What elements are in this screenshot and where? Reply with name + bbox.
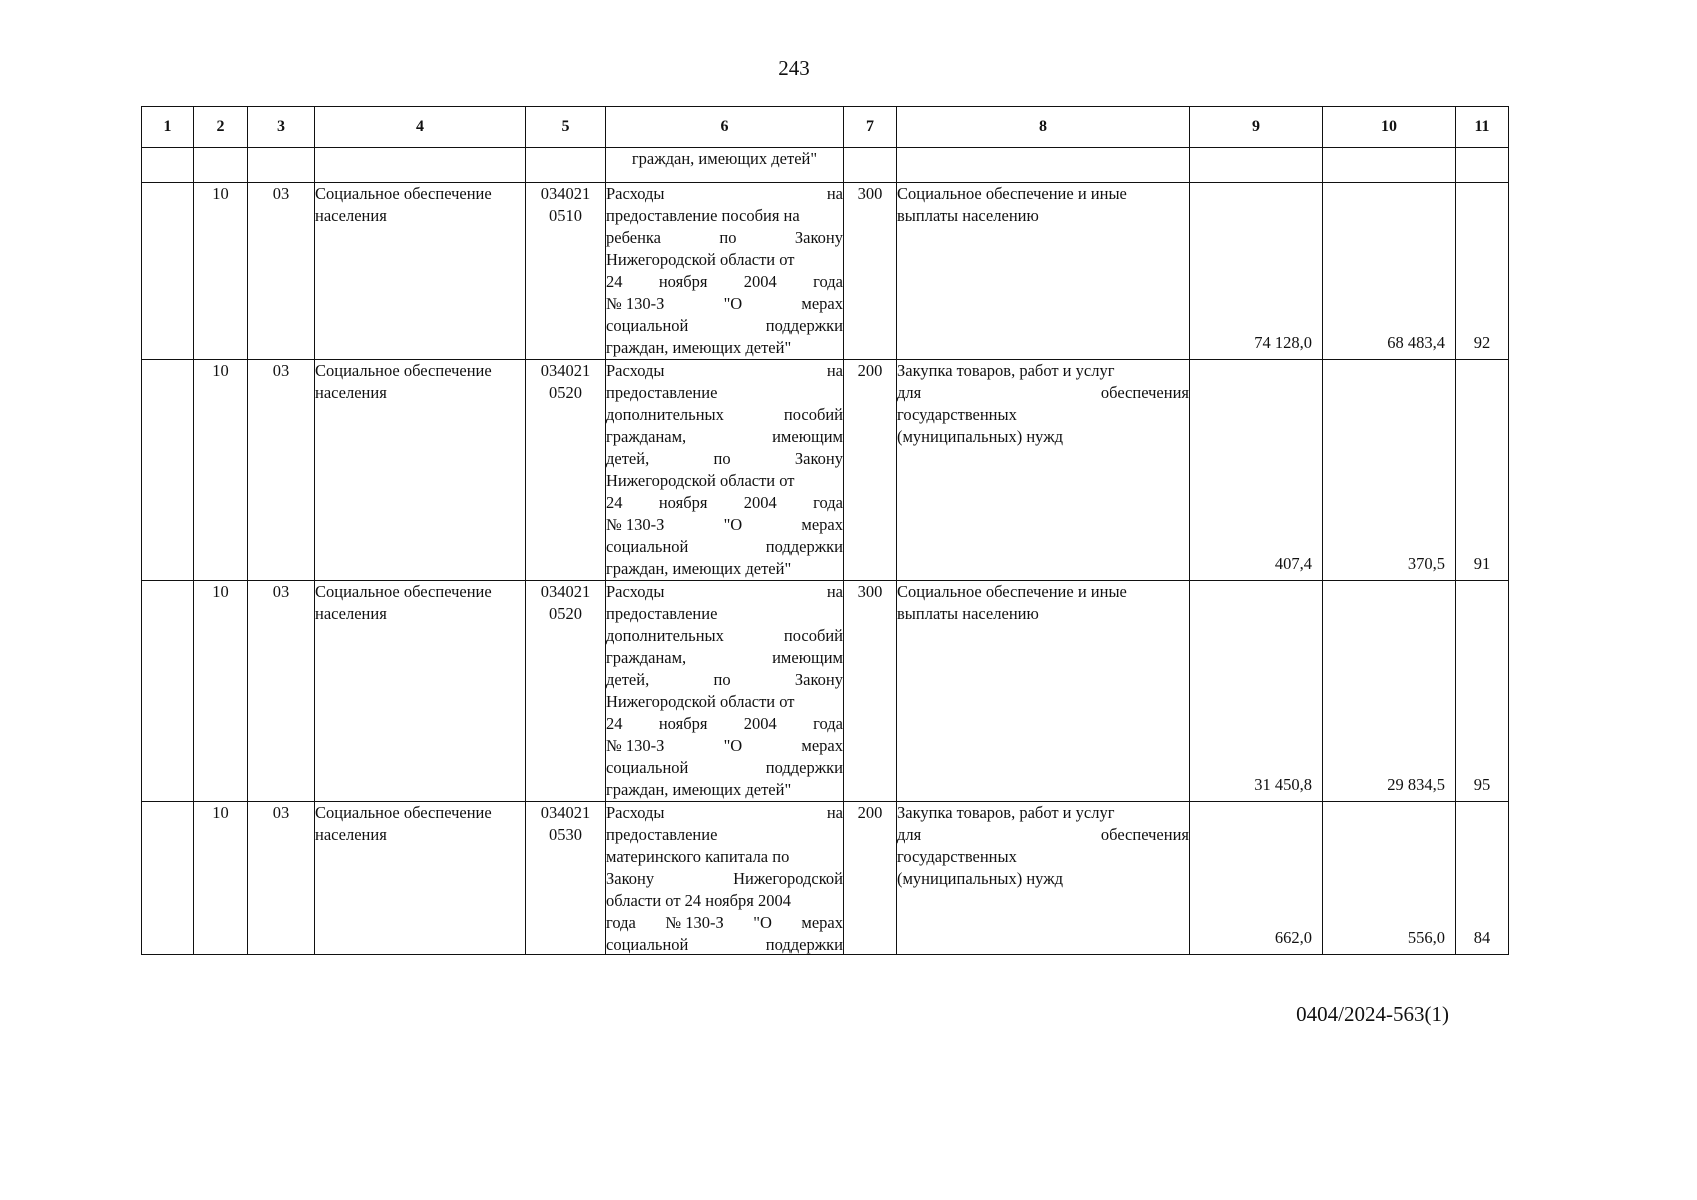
cell-empty bbox=[526, 148, 606, 183]
text-word: пособий bbox=[783, 405, 843, 424]
text-word: (муниципальных) нужд bbox=[897, 869, 1064, 888]
text-line bbox=[606, 448, 843, 470]
text-line bbox=[606, 558, 843, 580]
code-part: 034021 bbox=[540, 803, 591, 822]
cell-empty bbox=[1323, 148, 1456, 183]
cell-empty bbox=[142, 581, 194, 802]
text-word: № 130-З bbox=[606, 736, 665, 755]
text-word: "О bbox=[723, 515, 743, 534]
text-word: Закону bbox=[794, 449, 843, 468]
amount-planned: 407,4 bbox=[1190, 360, 1323, 581]
text-word: поддержки bbox=[765, 537, 843, 556]
header-cell: 7 bbox=[844, 107, 897, 148]
text-word: 2004 bbox=[743, 272, 777, 291]
text-line bbox=[606, 824, 843, 846]
expense-description bbox=[606, 183, 844, 360]
cell-empty bbox=[844, 148, 897, 183]
text-word: № 130-З bbox=[606, 515, 665, 534]
header-cell: 10 bbox=[1323, 107, 1456, 148]
text-word: пособий bbox=[783, 626, 843, 645]
text-line bbox=[606, 581, 843, 603]
execution-percent: 95 bbox=[1456, 581, 1509, 802]
text-word: Закону bbox=[606, 869, 655, 888]
text-word: социальной bbox=[606, 316, 689, 335]
text-line bbox=[606, 470, 843, 492]
text-line bbox=[606, 890, 843, 912]
text-word: граждан, имеющих детей" bbox=[606, 338, 792, 357]
amount-executed: 68 483,4 bbox=[1323, 183, 1456, 360]
text-word: года bbox=[813, 714, 843, 733]
text-word: на bbox=[826, 803, 843, 822]
text-line bbox=[897, 382, 1189, 404]
text-word: дополнительных bbox=[606, 405, 724, 424]
subsection-name: Социальное обеспечение населения bbox=[315, 360, 526, 581]
text-word: имеющим bbox=[772, 648, 843, 667]
text-word: Расходы bbox=[606, 803, 665, 822]
text-line bbox=[606, 183, 843, 205]
text-word: 2004 bbox=[743, 493, 777, 512]
text-word: Нижегородской области от bbox=[606, 692, 795, 711]
text-word: гражданам, bbox=[606, 648, 687, 667]
table-row bbox=[142, 183, 1509, 360]
text-line bbox=[606, 404, 843, 426]
text-word: 24 bbox=[606, 714, 623, 733]
expense-description bbox=[606, 360, 844, 581]
text-line bbox=[606, 492, 843, 514]
text-word: предоставление bbox=[606, 604, 718, 623]
cell-empty bbox=[897, 148, 1190, 183]
text-word: детей, bbox=[606, 449, 650, 468]
cell-empty bbox=[142, 802, 194, 955]
amount-executed: 556,0 bbox=[1323, 802, 1456, 955]
text-line bbox=[606, 603, 843, 625]
expense-type-code: 200 bbox=[844, 802, 897, 955]
text-word: граждан, имеющих детей" bbox=[606, 780, 792, 799]
text-word: предоставление пособия на bbox=[606, 206, 800, 225]
text-word: поддержки bbox=[765, 935, 843, 954]
clipped-text bbox=[606, 802, 843, 954]
text-word: на bbox=[826, 582, 843, 601]
text-word: для bbox=[897, 383, 922, 402]
text-word: Расходы bbox=[606, 361, 665, 380]
text-word: Закупка товаров, работ и услуг bbox=[897, 803, 1115, 822]
text-line bbox=[606, 934, 843, 954]
text-word: 24 bbox=[606, 272, 623, 291]
text-line bbox=[606, 293, 843, 315]
text-line bbox=[606, 802, 843, 824]
subsection-name: Социальное обеспечение населения bbox=[315, 581, 526, 802]
table-row bbox=[142, 802, 1509, 955]
target-article-code bbox=[526, 581, 606, 802]
text-word: предоставление bbox=[606, 825, 718, 844]
text-word: социальной bbox=[606, 935, 689, 954]
text-line bbox=[897, 205, 1189, 227]
table-row bbox=[142, 360, 1509, 581]
expense-type-code: 200 bbox=[844, 360, 897, 581]
text-word: имеющим bbox=[772, 427, 843, 446]
text-word: года bbox=[813, 272, 843, 291]
target-article-code bbox=[526, 183, 606, 360]
text-word: Нижегородской bbox=[733, 869, 843, 888]
text-line bbox=[897, 404, 1189, 426]
text-line bbox=[606, 669, 843, 691]
text-line bbox=[606, 691, 843, 713]
text-line bbox=[606, 846, 843, 868]
expense-description bbox=[606, 802, 844, 955]
text-word: ребенка bbox=[606, 228, 661, 247]
text-word: ноября bbox=[658, 493, 708, 512]
cell-empty bbox=[315, 148, 526, 183]
header-row bbox=[142, 107, 1509, 148]
text-word: № 130-З bbox=[606, 294, 665, 313]
expense-type-code: 300 bbox=[844, 581, 897, 802]
page-number: 243 bbox=[778, 56, 810, 80]
header-cell: 9 bbox=[1190, 107, 1323, 148]
text-word: материнского капитала по bbox=[606, 847, 790, 866]
section-code: 10 bbox=[194, 802, 248, 955]
amount-executed: 29 834,5 bbox=[1323, 581, 1456, 802]
text-line bbox=[606, 912, 843, 934]
text-word: дополнительных bbox=[606, 626, 724, 645]
text-line bbox=[897, 868, 1189, 890]
text-line bbox=[606, 315, 843, 337]
code-part: 034021 bbox=[540, 582, 591, 601]
subsection-code: 03 bbox=[248, 581, 315, 802]
section-code: 10 bbox=[194, 360, 248, 581]
expense-type-code: 300 bbox=[844, 183, 897, 360]
text-line bbox=[897, 824, 1189, 846]
header-cell: 6 bbox=[606, 107, 844, 148]
subsection-name: Социальное обеспечение населения bbox=[315, 802, 526, 955]
text-word: детей, bbox=[606, 670, 650, 689]
text-line bbox=[606, 625, 843, 647]
text-line bbox=[606, 271, 843, 293]
text-word: государственных bbox=[897, 405, 1017, 424]
text-line bbox=[606, 713, 843, 735]
text-word: мерах bbox=[801, 736, 843, 755]
cell-empty bbox=[142, 183, 194, 360]
execution-percent: 91 bbox=[1456, 360, 1509, 581]
text-word: Расходы bbox=[606, 184, 665, 203]
amount-executed: 370,5 bbox=[1323, 360, 1456, 581]
target-article-code bbox=[526, 802, 606, 955]
text-line bbox=[606, 514, 843, 536]
text-line bbox=[897, 426, 1189, 448]
text-word: для bbox=[897, 825, 922, 844]
text-word: "О bbox=[723, 736, 743, 755]
text-word: предоставление bbox=[606, 383, 718, 402]
amount-planned: 74 128,0 bbox=[1190, 183, 1323, 360]
text-line bbox=[897, 846, 1189, 868]
text-word: Социальное обеспечение и иные bbox=[897, 184, 1127, 203]
text-word: мерах bbox=[801, 515, 843, 534]
text-word: поддержки bbox=[765, 316, 843, 335]
text-word: выплаты населению bbox=[897, 206, 1039, 225]
text-word: Социальное обеспечение и иные bbox=[897, 582, 1127, 601]
text-word: 2004 bbox=[743, 714, 777, 733]
table-row bbox=[142, 581, 1509, 802]
text-word: обеспечения bbox=[1100, 825, 1189, 844]
header-cell: 3 bbox=[248, 107, 315, 148]
code-part: 034021 bbox=[540, 361, 591, 380]
expense-description bbox=[606, 581, 844, 802]
cell-empty bbox=[1190, 148, 1323, 183]
continuation-row bbox=[142, 148, 1509, 183]
text-word: "О bbox=[723, 294, 743, 313]
text-word: граждан, имеющих детей" bbox=[606, 559, 792, 578]
text-line bbox=[897, 603, 1189, 625]
text-word: выплаты населению bbox=[897, 604, 1039, 623]
cell-empty bbox=[248, 148, 315, 183]
text-word: 24 bbox=[606, 493, 623, 512]
text-line bbox=[606, 735, 843, 757]
text-word: Закону bbox=[794, 228, 843, 247]
text-line bbox=[606, 360, 843, 382]
cell-empty bbox=[142, 360, 194, 581]
subsection-name: Социальное обеспечение населения bbox=[315, 183, 526, 360]
text-word: мерах bbox=[801, 913, 843, 932]
text-word: гражданам, bbox=[606, 427, 687, 446]
text-word: № 130-З bbox=[665, 913, 724, 932]
text-line bbox=[897, 581, 1189, 603]
text-word: области от 24 ноября 2004 bbox=[606, 891, 791, 910]
section-code: 10 bbox=[194, 581, 248, 802]
text-word: Расходы bbox=[606, 582, 665, 601]
text-word: года bbox=[813, 493, 843, 512]
text-line bbox=[606, 205, 843, 227]
text-word: мерах bbox=[801, 294, 843, 313]
text-word: года bbox=[606, 913, 636, 932]
cell-empty bbox=[194, 148, 248, 183]
text-word: Нижегородской области от bbox=[606, 471, 795, 490]
text-word: по bbox=[713, 670, 731, 689]
text-word: государственных bbox=[897, 847, 1017, 866]
text-line bbox=[606, 757, 843, 779]
text-word: по bbox=[713, 449, 731, 468]
budget-table bbox=[141, 106, 1509, 955]
subsection-code: 03 bbox=[248, 183, 315, 360]
text-word: Закону bbox=[794, 670, 843, 689]
cell-empty bbox=[1456, 148, 1509, 183]
text-line bbox=[897, 802, 1189, 824]
code-part: 0530 bbox=[549, 825, 582, 844]
text-word: Нижегородской области от bbox=[606, 250, 795, 269]
header-cell: 11 bbox=[1456, 107, 1509, 148]
text-word: социальной bbox=[606, 758, 689, 777]
text-word: ноября bbox=[658, 272, 708, 291]
header-cell: 5 bbox=[526, 107, 606, 148]
expense-type-name bbox=[897, 581, 1190, 802]
expense-type-name bbox=[897, 183, 1190, 360]
text-line bbox=[606, 868, 843, 890]
target-article-code bbox=[526, 360, 606, 581]
header-cell: 2 bbox=[194, 107, 248, 148]
text-line bbox=[897, 183, 1189, 205]
text-word: ноября bbox=[658, 714, 708, 733]
text-word: (муниципальных) нужд bbox=[897, 427, 1064, 446]
subsection-code: 03 bbox=[248, 360, 315, 581]
text-word: Закупка товаров, работ и услуг bbox=[897, 361, 1115, 380]
text-line bbox=[606, 426, 843, 448]
document-code: 0404/2024-563(1) bbox=[1296, 1002, 1449, 1026]
text-line bbox=[606, 249, 843, 271]
text-word: по bbox=[719, 228, 737, 247]
amount-planned: 662,0 bbox=[1190, 802, 1323, 955]
text-line bbox=[606, 779, 843, 801]
text-word: обеспечения bbox=[1100, 383, 1189, 402]
text-word: социальной bbox=[606, 537, 689, 556]
expense-type-name bbox=[897, 360, 1190, 581]
execution-percent: 92 bbox=[1456, 183, 1509, 360]
code-part: 034021 bbox=[540, 184, 591, 203]
code-part: 0520 bbox=[549, 383, 582, 402]
text-line bbox=[606, 647, 843, 669]
text-word: на bbox=[826, 184, 843, 203]
amount-planned: 31 450,8 bbox=[1190, 581, 1323, 802]
text-line bbox=[897, 360, 1189, 382]
header-cell: 1 bbox=[142, 107, 194, 148]
text-word: поддержки bbox=[765, 758, 843, 777]
header-cell: 4 bbox=[315, 107, 526, 148]
text-word: "О bbox=[753, 913, 772, 932]
execution-percent: 84 bbox=[1456, 802, 1509, 955]
section-code: 10 bbox=[194, 183, 248, 360]
expense-type-name bbox=[897, 802, 1190, 955]
text-line bbox=[606, 382, 843, 404]
text-line bbox=[606, 227, 843, 249]
cell-empty bbox=[142, 148, 194, 183]
text-word: на bbox=[826, 361, 843, 380]
text-line bbox=[606, 536, 843, 558]
header-cell: 8 bbox=[897, 107, 1190, 148]
code-part: 0510 bbox=[549, 206, 582, 225]
subsection-code: 03 bbox=[248, 802, 315, 955]
code-part: 0520 bbox=[549, 604, 582, 623]
continuation-text: граждан, имеющих детей" bbox=[606, 148, 844, 183]
text-line bbox=[606, 337, 843, 359]
